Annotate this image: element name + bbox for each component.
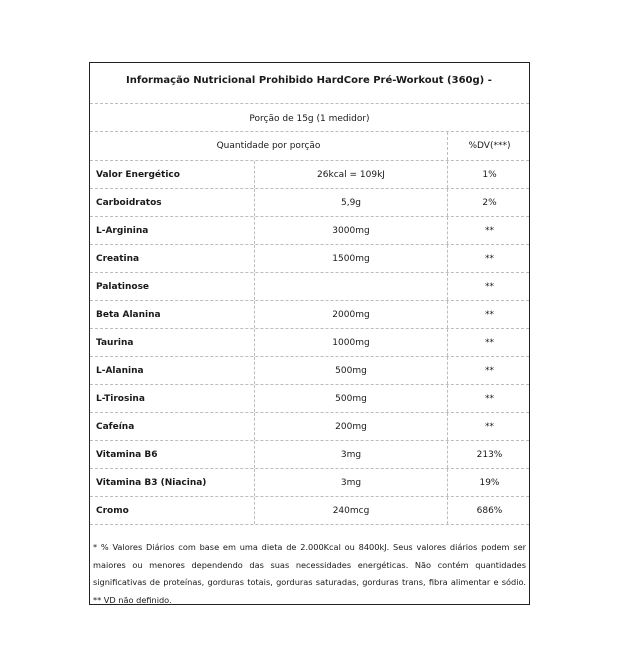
table-row (90, 217, 529, 245)
nutrient-name: Taurina (90, 329, 255, 356)
nutrient-amount: 5,9g (255, 189, 448, 216)
nutrient-amount: 3mg (255, 469, 448, 496)
nutrient-name: Carboidratos (90, 189, 255, 216)
table-row (90, 469, 529, 497)
nutrient-amount: 26kcal = 109kJ (255, 161, 448, 188)
table-row (90, 357, 529, 385)
nutrient-daily-value: ** (485, 393, 494, 404)
table-row (90, 497, 529, 525)
header-daily-value: %DV(***) (468, 141, 511, 151)
nutrient-amount: 200mg (255, 413, 448, 440)
header-quantity: Quantidade por porção (90, 132, 448, 160)
nutrient-daily-value: ** (485, 365, 494, 376)
table-row (90, 245, 529, 273)
table-header-row (90, 132, 529, 161)
nutrient-daily-value: 213% (476, 449, 503, 460)
nutrient-daily-value: ** (485, 421, 494, 432)
table-row (90, 441, 529, 469)
nutrient-amount: 240mcg (255, 497, 448, 524)
nutrient-name: L-Tirosina (90, 385, 255, 412)
table-title: Informação Nutricional Prohibido HardCore Pré-Workout (360g) - (90, 63, 529, 104)
nutrient-amount: 1000mg (255, 329, 448, 356)
table-row (90, 301, 529, 329)
nutrient-amount (255, 273, 448, 300)
nutrient-daily-value: 2% (482, 197, 497, 208)
nutrient-amount: 3mg (255, 441, 448, 468)
table-row (90, 413, 529, 441)
nutrient-amount: 1500mg (255, 245, 448, 272)
nutrient-name: Valor Energético (90, 161, 255, 188)
nutrient-daily-value: 686% (476, 505, 503, 516)
nutrient-name: Creatina (90, 245, 255, 272)
nutrient-name: L-Alanina (90, 357, 255, 384)
nutrient-daily-value: ** (485, 225, 494, 236)
table-row (90, 385, 529, 413)
nutrient-daily-value: ** (485, 281, 494, 292)
nutrient-amount: 500mg (255, 385, 448, 412)
nutrient-name: Cromo (90, 497, 255, 524)
nutrient-name: Vitamina B3 (Niacina) (90, 469, 255, 496)
portion-size: Porção de 15g (1 medidor) (90, 104, 529, 132)
nutrient-name: Vitamina B6 (90, 441, 255, 468)
table-row (90, 329, 529, 357)
nutrient-daily-value: 1% (482, 169, 497, 180)
nutrient-name: L-Arginina (90, 217, 255, 244)
nutrition-facts-table (89, 62, 530, 605)
nutrient-daily-value: ** (485, 309, 494, 320)
nutrient-amount: 2000mg (255, 301, 448, 328)
nutrient-daily-value: 19% (479, 477, 500, 488)
nutrient-name: Beta Alanina (90, 301, 255, 328)
footnote: * % Valores Diários com base em uma dieta de 2.000Kcal ou 8400kJ. Seus valores diários podem ser maiores ou menores dependendo das suas necessidades energéticas. Não contém quantidades significativas de proteínas, gorduras totais, gorduras saturadas, gorduras trans, fibra alimentar e sódio. ** VD não definido. (93, 542, 526, 605)
nutrient-name: Cafeína (90, 413, 255, 440)
table-row (90, 189, 529, 217)
nutrient-daily-value: ** (485, 253, 494, 264)
table-row (90, 161, 529, 189)
table-row (90, 273, 529, 301)
nutrient-amount: 500mg (255, 357, 448, 384)
nutrient-amount: 3000mg (255, 217, 448, 244)
nutrient-name: Palatinose (90, 273, 255, 300)
nutrient-daily-value: ** (485, 337, 494, 348)
